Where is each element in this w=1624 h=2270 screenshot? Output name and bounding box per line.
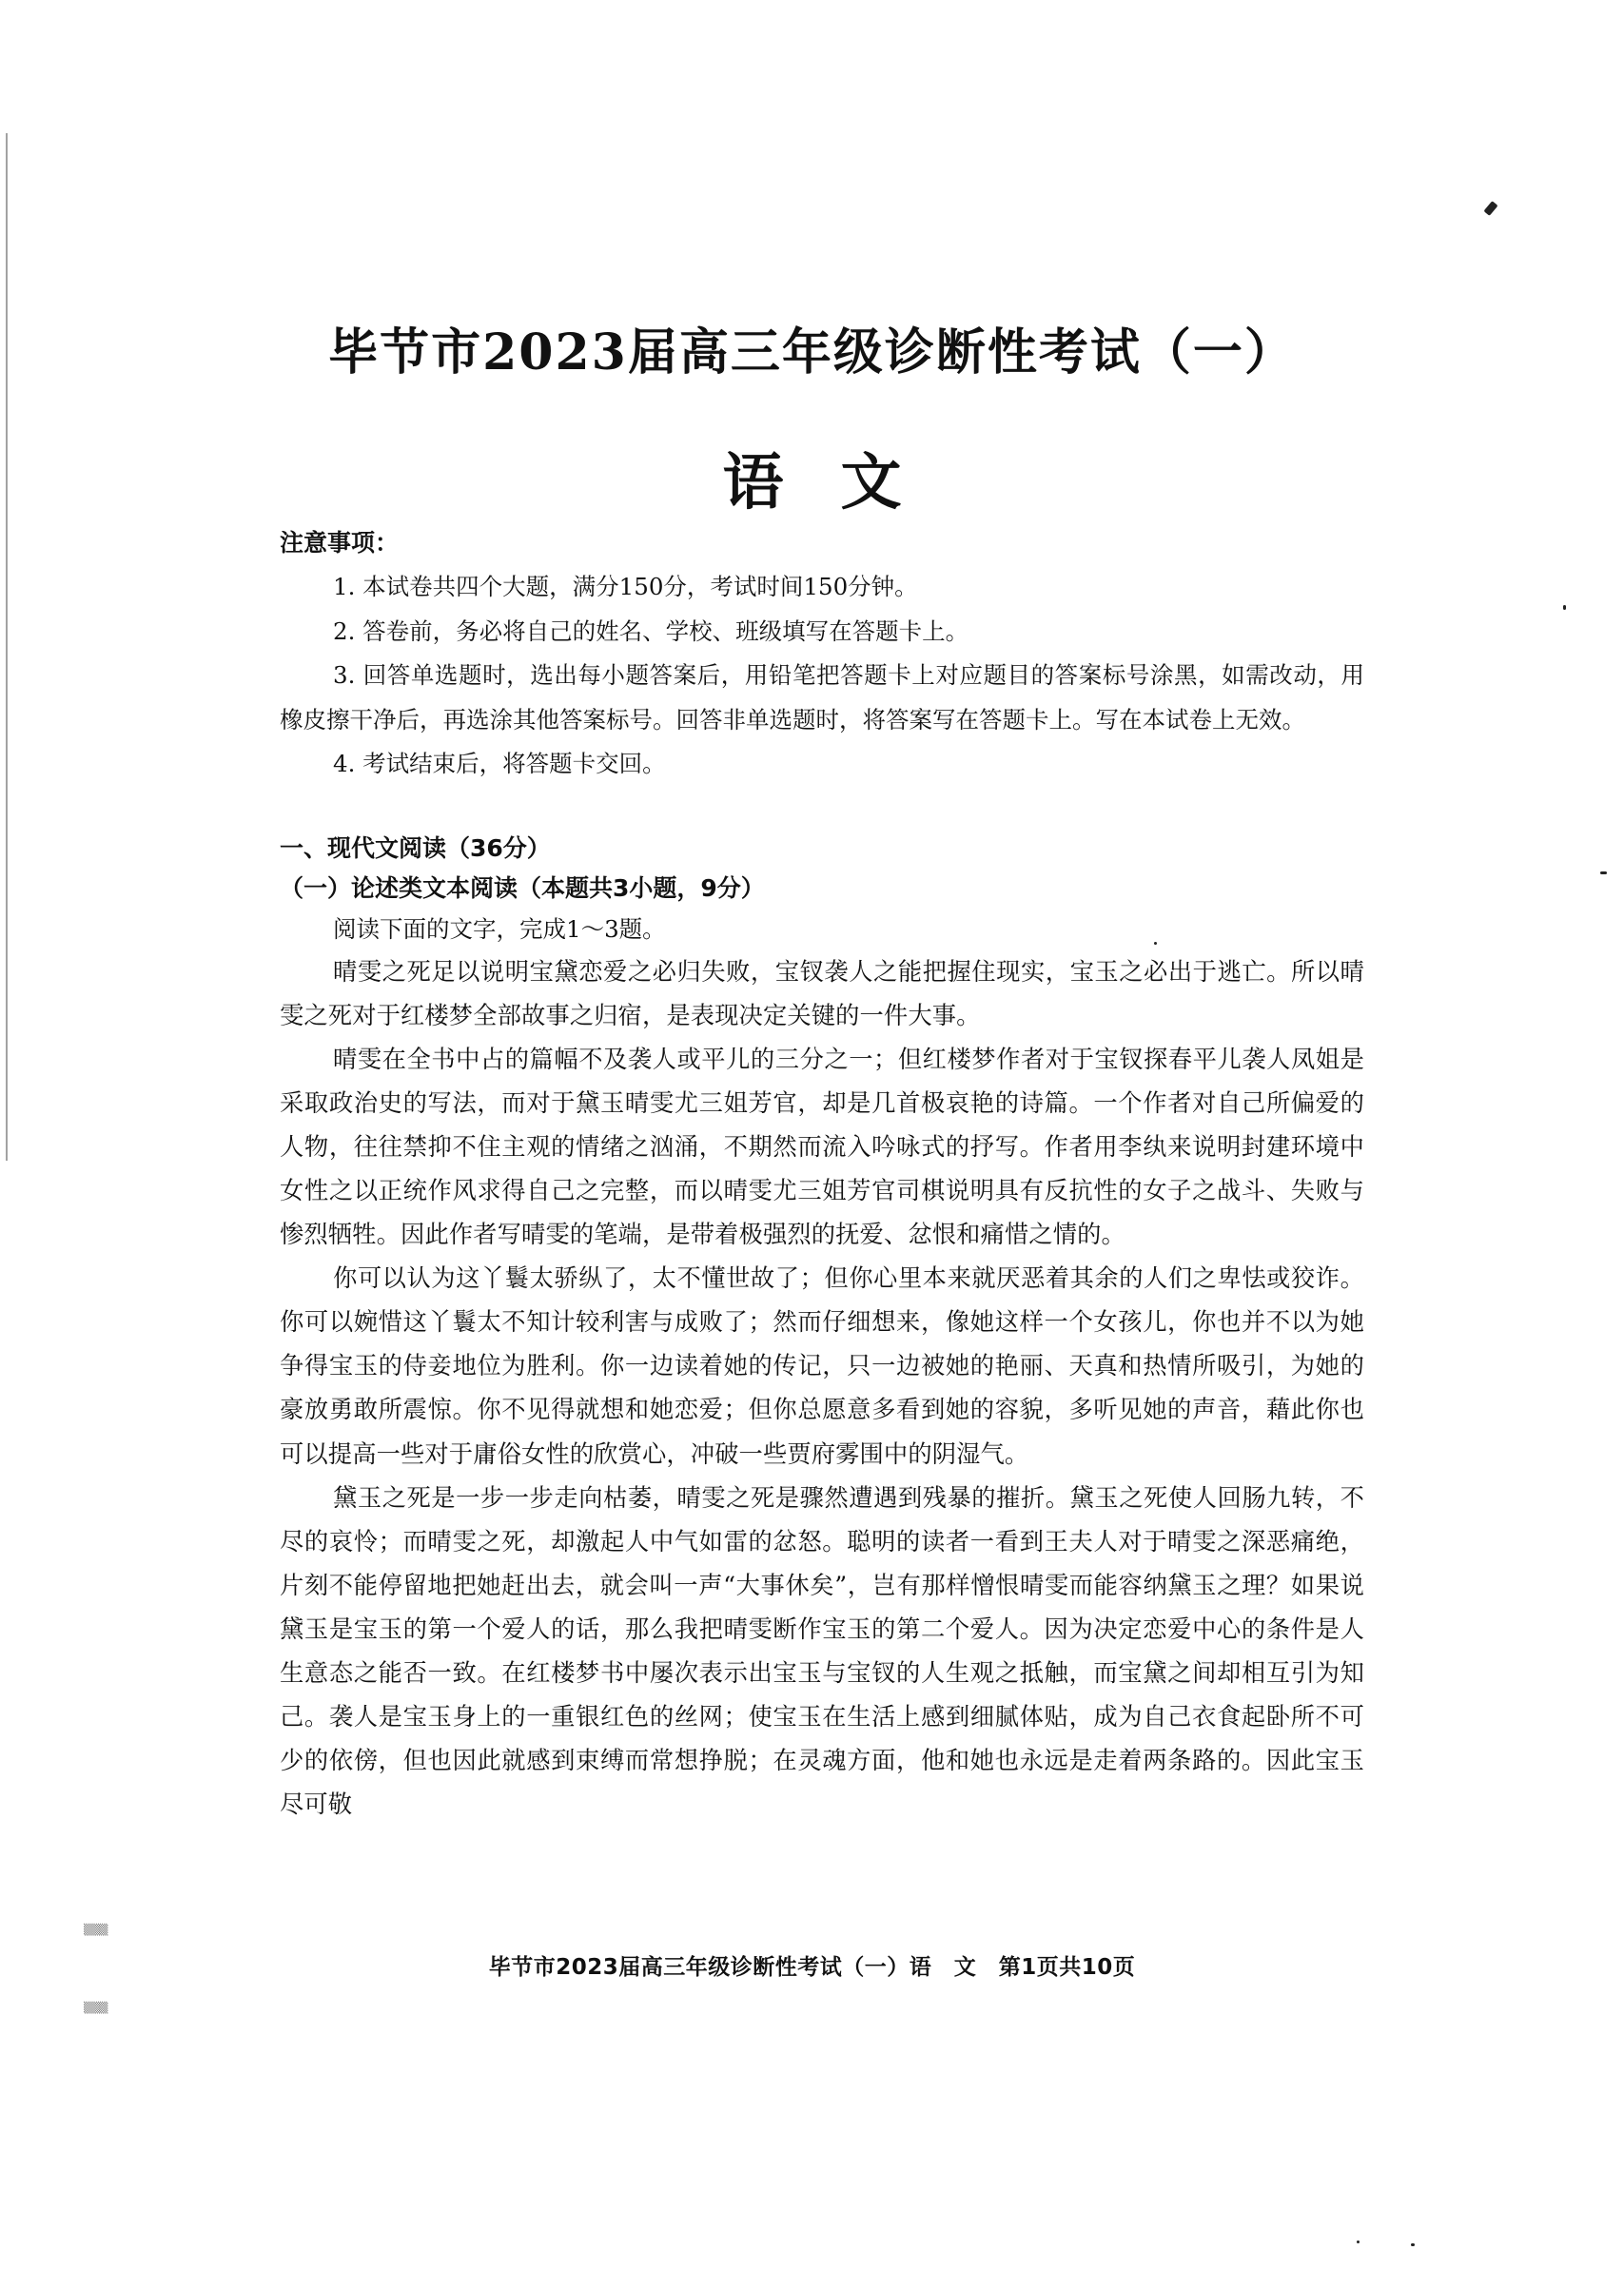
reading-paragraph: 黛玉之死是一步一步走向枯萎，晴雯之死是骤然遭遇到残暴的摧折。黛玉之死使人回肠九转，不尽的哀怜；而晴雯之死，却激起人中气如雷的忿怒。聪明的读者一看到王夫人对于晴雯之深恶痛绝，片刻不能停留地把她赶出去，就会叫一声“大事休矣”，岂有那样憎恨晴雯而能容纳黛玉之理？如果说黛玉是宝玉的第一个爱人的话，那么我把晴雯断作宝玉的第二个爱人。因为决定恋爱中心的条件是人生意态之能否一致。在红楼梦书中屡次表示出宝玉与宝钗的人生观之抵触，而宝黛之间却相互引为知己。袭人是宝玉身上的一重银红色的丝网；使宝玉在生活上感到细腻体贴，成为自己衣食起卧所不可少的依傍，但也因此就感到束缚而常想挣脱；在灵魂方面，他和她也永远是走着两条路的。因此宝玉尽可敬 [280,1483,1364,1819]
scan-speck [1411,2243,1415,2246]
scan-speck [1357,2241,1360,2243]
scan-edge-line [6,133,8,1161]
margin-mark: ▒▒▒ [84,1924,108,1936]
notice-item: 1. 本试卷共四个大题，满分150分，考试时间150分钟。 [333,573,918,600]
reading-paragraph: 晴雯之死足以说明宝黛恋爱之必归失败，宝钗袭人之能把握住现实，宝玉之必出于逃亡。所以晴雯之死对于红楼梦全部故事之归宿，是表现决定关键的一件大事。 [280,957,1364,1029]
reading-instruction: 阅读下面的文字，完成1～3题。 [333,914,666,943]
notice-item: 4. 考试结束后，将答题卡交回。 [333,750,666,777]
notice-heading: 注意事项： [280,529,400,557]
reading-paragraph: 你可以认为这丫鬟太骄纵了，太不懂世故了；但你心里本来就厌恶着其余的人们之卑怯或狡诈。你可以婉惜这丫鬟太不知计较利害与成败了；然而仔细想来，像她这样一个女孩儿，你也并不以为她争得宝玉的侍妾地位为胜利。你一边读着她的传记，只一边被她的艳丽、天真和热情所吸引，为她的豪放勇敢所震惊。你不见得就想和她恋爱；但你总愿意多看到她的容貌，多听见她的声音，藉此你也可以提高一些对于庸俗女性的欣赏心，冲破一些贾府雾围中的阴湿气。 [280,1264,1364,1468]
notice-item: 3. 回答单选题时，选出每小题答案后，用铅笔把答题卡上对应题目的答案标号涂黑，如需改动，用橡皮擦干净后，再选涂其他答案标号。回答非单选题时，将答案写在答题卡上。写在本试卷上无效。 [280,661,1364,734]
exam-content [280,521,1364,1827]
subject-title: 语文 [722,447,959,519]
section-heading: 一、现代文阅读（36分） [280,833,551,862]
scan-speck [1483,201,1497,216]
page-footer: 毕节市2023届高三年级诊断性考试（一）语 文 第1页共10页 [488,1955,1136,1980]
subsection-heading: （一）论述类文本阅读（本题共3小题，9分） [280,873,765,902]
notice-item: 2. 答卷前，务必将自己的姓名、学校、班级填写在答题卡上。 [333,616,969,645]
scan-speck [1563,605,1566,610]
reading-paragraph: 晴雯在全书中占的篇幅不及袭人或平儿的三分之一；但红楼梦作者对于宝钗探春平儿袭人凤姐是采取政治史的写法，而对于黛玉晴雯尤三姐芳官，却是几首极哀艳的诗篇。一个作者对自己所偏爱的人物，往往禁抑不住主观的情绪之汹涌，不期然而流入吟咏式的抒写。作者用李纨来说明封建环境中女性之以正统作风求得自己之完整，而以晴雯尤三姐芳官司棋说明具有反抗性的女子之战斗、失败与惨烈牺牲。因此作者写晴雯的笔端，是带着极强烈的抚爱、忿恨和痛惜之情的。 [280,1045,1364,1249]
margin-mark: ▒▒▒ [84,2002,108,2014]
scan-speck [1600,871,1607,874]
exam-title: 毕节市2023届高三年级诊断性考试（一） [328,323,1296,382]
